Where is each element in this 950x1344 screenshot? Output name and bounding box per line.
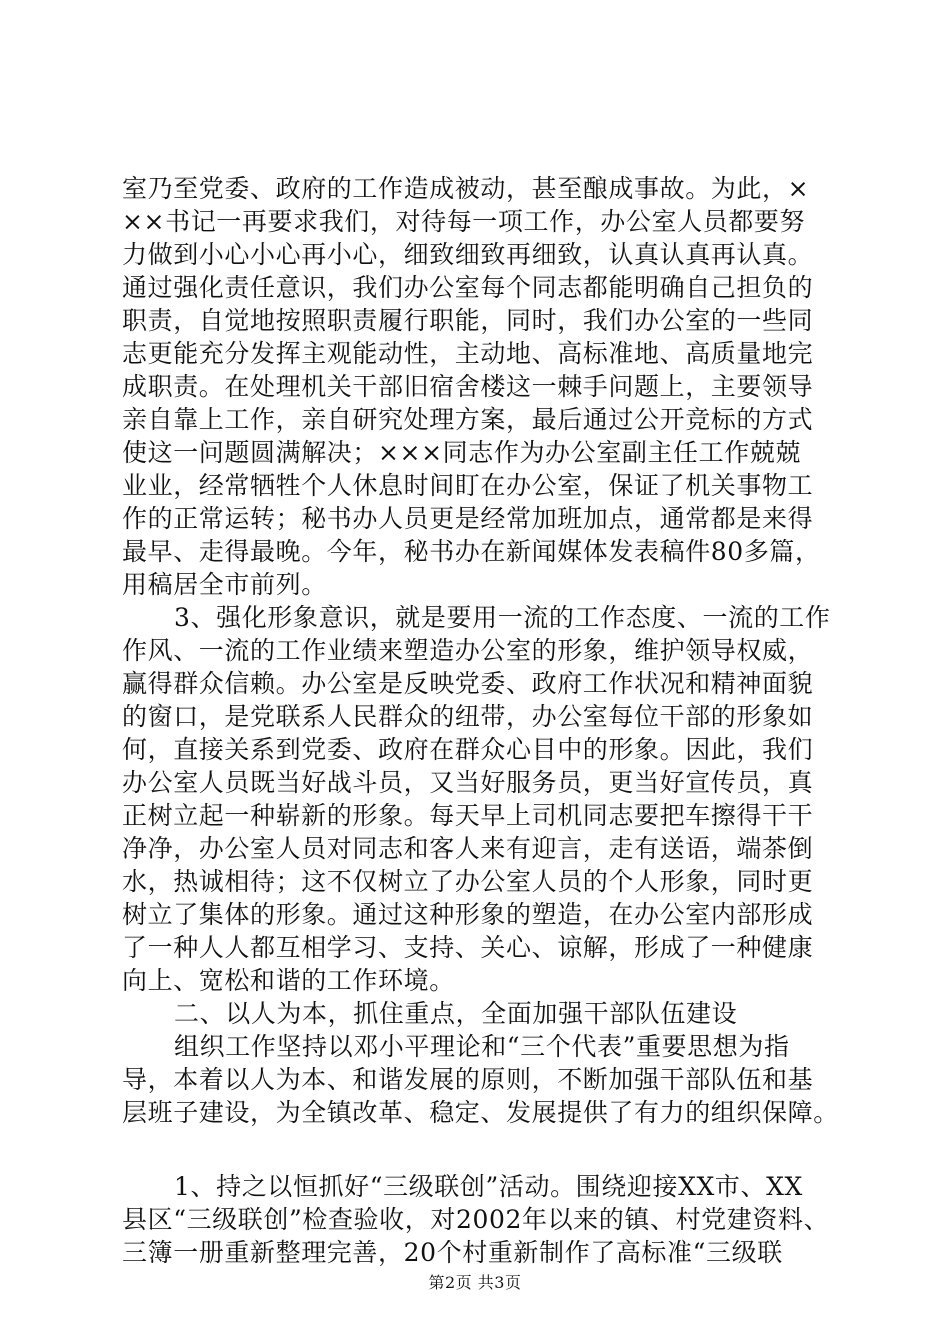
text-line: 最早、走得最晚。今年，秘书办在新闻媒体发表稿件80多篇， — [122, 537, 821, 566]
text-line: 办公室人员既当好战斗员，又当好服务员，更当好宣传员，真 — [122, 768, 814, 797]
text-line: 使这一问题圆满解决；×××同志作为办公室副主任工作兢兢 — [122, 438, 802, 467]
text-line: 正树立起一种崭新的形象。每天早上司机同志要把车擦得干干 — [122, 801, 814, 830]
text-line: 作风、一流的工作业绩来塑造办公室的形象，维护领导权威， — [122, 636, 814, 665]
text-line: 县区“三级联创”检查验收，对2002年以来的镇、村党建资料、 — [122, 1205, 830, 1234]
text-line: 了一种人人都互相学习、支持、关心、谅解，形成了一种健康 — [122, 933, 814, 962]
text-line: 水，热诚相待；这不仅树立了办公室人员的个人形象，同时更 — [122, 867, 814, 896]
page-footer: 第2页 共3页 — [428, 1273, 522, 1292]
text-line: 赢得群众信赖。办公室是反映党委、政府工作状况和精神面貌 — [122, 669, 814, 698]
text-line: 用稿居全市前列。 — [122, 570, 327, 599]
text-line: 三簿一册重新整理完善，20个村重新制作了高标准“三级联 — [122, 1238, 783, 1267]
paragraph-start-line: 组织工作坚持以邓小平理论和“三个代表”重要思想为指 — [174, 1032, 790, 1061]
text-line: 业业，经常牺牲个人休息时间盯在办公室，保证了机关事物工 — [122, 471, 814, 500]
text-line: 何，直接关系到党委、政府在群众心目中的形象。因此，我们 — [122, 735, 814, 764]
paragraph-gap — [122, 1129, 832, 1170]
paragraph-start-line: 3、强化形象意识，就是要用一流的工作态度、一流的工作 — [174, 603, 831, 632]
text-line: 成职责。在处理机关干部旧宿舍楼这一棘手问题上，主要领导 — [122, 372, 814, 401]
text-line: 亲自靠上工作，亲自研究处理方案，最后通过公开竞标的方式 — [122, 405, 814, 434]
text-line: 的窗口，是党联系人民群众的纽带，办公室每位干部的形象如 — [122, 702, 814, 731]
text-line: 层班子建设，为全镇改革、稳定、发展提供了有力的组织保障。 — [122, 1098, 839, 1127]
text-line: 导，本着以人为本、和谐发展的原则，不断加强干部队伍和基 — [122, 1065, 814, 1094]
text-line: 通过强化责任意识，我们办公室每个同志都能明确自己担负的 — [122, 273, 814, 302]
text-line: 职责，自觉地按照职责履行职能，同时，我们办公室的一些同 — [122, 306, 814, 335]
text-line: 净净，办公室人员对同志和客人来有迎言，走有送语，端茶倒 — [122, 834, 814, 863]
section-heading: 二、以人为本，抓住重点，全面加强干部队伍建设 — [174, 999, 738, 1028]
paragraph-start-line: 1、持之以恒抓好“三级联创”活动。围绕迎接XX市、XX — [174, 1172, 803, 1201]
text-line: 作的正常运转；秘书办人员更是经常加班加点，通常都是来得 — [122, 504, 814, 533]
text-line: 力做到小心小心再小心，细致细致再细致，认真认真再认真。 — [122, 240, 814, 269]
document-body — [122, 172, 839, 1269]
text-line: 树立了集体的形象。通过这种形象的塑造，在办公室内部形成 — [122, 900, 814, 929]
text-line: 室乃至党委、政府的工作造成被动，甚至酿成事故。为此，× — [122, 174, 810, 203]
text-line: 志更能充分发挥主观能动性，主动地、高标准地、高质量地完 — [122, 339, 814, 368]
text-line: 向上、宽松和谐的工作环境。 — [122, 966, 455, 995]
text-line: ××书记一再要求我们，对待每一项工作，办公室人员都要努 — [122, 207, 806, 236]
